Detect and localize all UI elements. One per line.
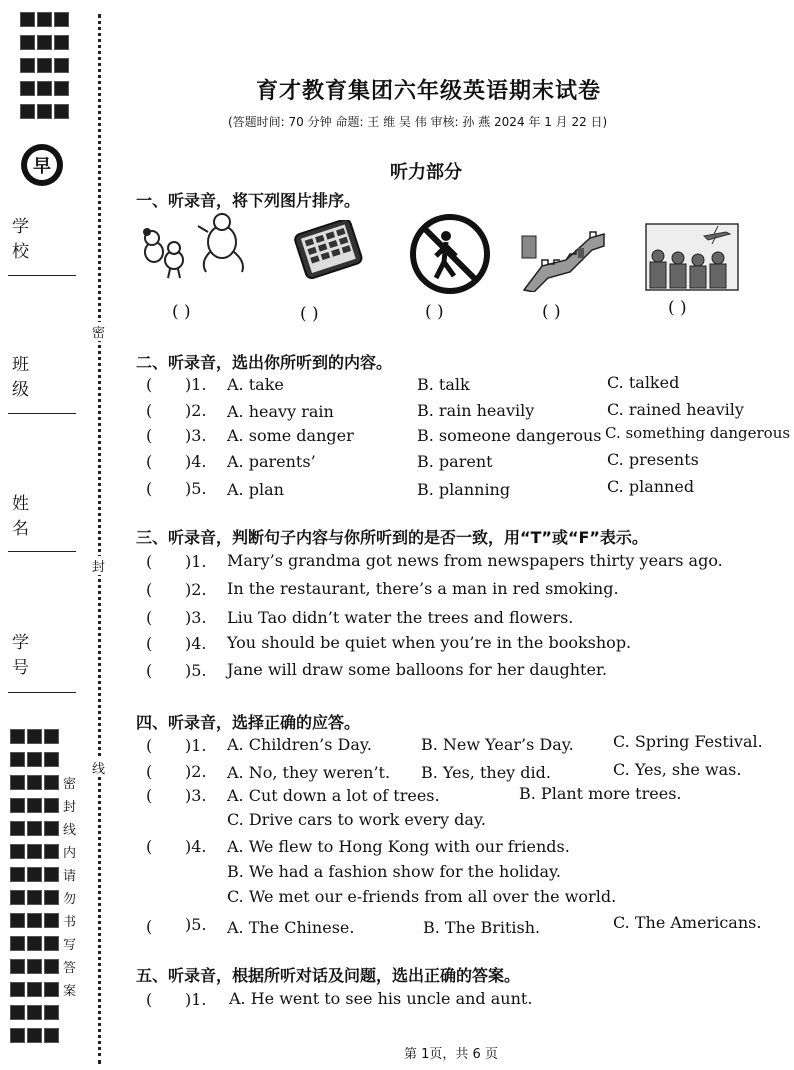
seal-char: 写 [63,938,77,953]
class-line[interactable] [8,413,76,414]
question-number: )3. [185,608,207,627]
seal-char: 案 [63,984,77,999]
option-a: A. He went to see his uncle and aunt. [229,989,533,1008]
seal-mark-xian: 线 [92,758,105,777]
seal-char: 封 [63,800,77,815]
airport-crowd-picture [644,222,740,292]
option-b: B. planning [417,480,511,499]
question-number: )2. [185,580,207,599]
top-block-pattern [20,10,69,121]
class-label: 班 级 [12,355,47,400]
statement-text: Mary’s grandma got news from newspapers thirty years ago. [227,551,723,570]
option-b: B. parent [417,452,493,471]
option-a: A. heavy rain [227,402,334,421]
answer-paren[interactable]: ( [146,552,153,571]
seal-mark-mi: 密 [92,322,105,341]
seal-char: 请 [63,869,77,884]
option-a: A. parents’ [227,452,316,471]
question-number: )1. [185,736,207,755]
statement-text: In the restaurant, there’s a man in red smoking. [227,579,619,598]
section-5-heading: 五、听录音，根据所听对话及问题，选出正确的答案。 [136,966,521,985]
option-a: A. plan [227,480,284,499]
answer-paren[interactable]: ( [146,479,153,498]
option-c: C. presents [607,450,699,469]
question-number: )5. [185,915,207,934]
seal-char: 内 [63,846,77,861]
binding-margin [0,0,100,1070]
answer-paren[interactable]: ( [146,452,153,471]
option-c: C. something dangerous [605,424,791,442]
option-b: B. We had a fashion show for the holiday. [227,862,561,881]
option-b: B. Yes, they did. [421,763,551,782]
section-1-heading: 一、听录音，将下列图片排序。 [136,191,361,210]
no-walking-sign-picture [406,214,494,294]
seal-char: 密 [63,777,77,792]
option-b: B. talk [417,375,470,394]
answer-paren[interactable]: ( [146,786,153,805]
answer-paren[interactable]: ( [146,580,153,599]
exam-info: (答题时间: 70 分钟 命题: 王 维 吴 伟 审核: 孙 燕 2024 年 1 月 22 日) [228,115,608,129]
question-number: )3. [185,426,207,445]
seal-char: 勿 [63,892,77,907]
student-id-line[interactable] [8,692,76,693]
question-number: )1. [185,375,207,394]
seal-mark-feng: 封 [92,556,105,575]
section-4-heading: 四、听录音，选择正确的应答。 [136,713,361,732]
option-c: C. talked [607,373,680,392]
statement-text: You should be quiet when you’re in the bookshop. [227,633,632,652]
statement-text: Jane will draw some balloons for her daughter. [227,660,607,679]
answer-paren[interactable]: ( [146,661,153,680]
order-blank-2[interactable]: ( ) [300,304,319,324]
student-id-label: 学 号 [12,633,47,678]
cartoon-mice-picture [138,212,250,280]
school-label: 学 校 [12,217,47,262]
page-number: 第 1页，共 6 页 [404,1047,498,1062]
option-a: A. We flew to Hong Kong with our friends. [227,837,570,856]
option-a: A. some danger [227,426,354,445]
question-number: )2. [185,762,207,781]
option-b: B. Plant more trees. [519,784,682,803]
bottom-block-pattern [10,727,76,1045]
order-blank-3[interactable]: ( ) [425,302,444,322]
option-b: B. rain heavily [417,401,535,420]
question-number: )5. [185,661,207,680]
option-a: A. Cut down a lot of trees. [227,786,440,805]
option-c: C. Yes, she was. [613,760,742,779]
answer-paren[interactable]: ( [146,837,153,856]
option-c: C. We met our e-friends from all over the world. [227,887,617,906]
question-number: )4. [185,452,207,471]
question-number: )4. [185,634,207,653]
answer-paren[interactable]: ( [146,426,153,445]
order-blank-1[interactable]: ( ) [172,302,191,322]
option-c: C. Spring Festival. [613,732,763,751]
question-number: )4. [185,837,207,856]
seal-char: 答 [63,961,77,976]
option-b: B. New Year’s Day. [421,735,574,754]
section-2-heading: 二、听录音，选出你所听到的内容。 [136,353,393,372]
option-a: A. Children’s Day. [227,735,372,754]
school-line[interactable] [8,275,76,276]
option-c: C. rained heavily [607,400,744,419]
exam-title: 育才教育集团六年级英语期末试卷 [256,79,602,104]
option-c: C. The Americans. [613,913,762,932]
school-logo [21,144,63,186]
name-line[interactable] [8,551,76,552]
great-wall-picture [520,226,606,292]
question-number: )1. [185,552,207,571]
name-label: 姓 名 [12,494,47,539]
answer-paren[interactable]: ( [146,608,153,627]
option-a: A. No, they weren’t. [227,763,391,782]
option-c: C. planned [607,477,695,496]
option-b: B. someone dangerous [417,426,602,445]
seal-char: 线 [63,823,77,838]
answer-paren[interactable]: ( [146,401,153,420]
option-a: A. take [227,375,284,394]
answer-paren[interactable]: ( [146,917,153,936]
answer-paren[interactable]: ( [146,762,153,781]
section-3-heading: 三、听录音，判断句子内容与你所听到的是否一致，用“T”或“F”表示。 [136,528,648,547]
question-number: )2. [185,401,207,420]
question-number: )3. [185,786,207,805]
order-blank-4[interactable]: ( ) [542,302,561,322]
answer-paren[interactable]: ( [146,375,153,394]
option-b: B. The British. [423,918,541,937]
question-number: )1. [185,990,207,1009]
answer-paren[interactable]: ( [146,736,153,755]
mobile-phone-picture [284,220,372,282]
part-title: 听力部分 [390,162,462,183]
question-number: )5. [185,479,207,498]
logo-char: 早 [27,150,57,180]
answer-paren[interactable]: ( [146,990,153,1009]
seal-dotted-line [98,14,101,1064]
statement-text: Liu Tao didn’t water the trees and flowers. [227,608,574,627]
seal-char: 书 [63,915,77,930]
option-c: C. Drive cars to work every day. [227,810,486,829]
option-a: A. The Chinese. [227,918,355,937]
answer-paren[interactable]: ( [146,634,153,653]
order-blank-5[interactable]: ( ) [668,298,687,318]
